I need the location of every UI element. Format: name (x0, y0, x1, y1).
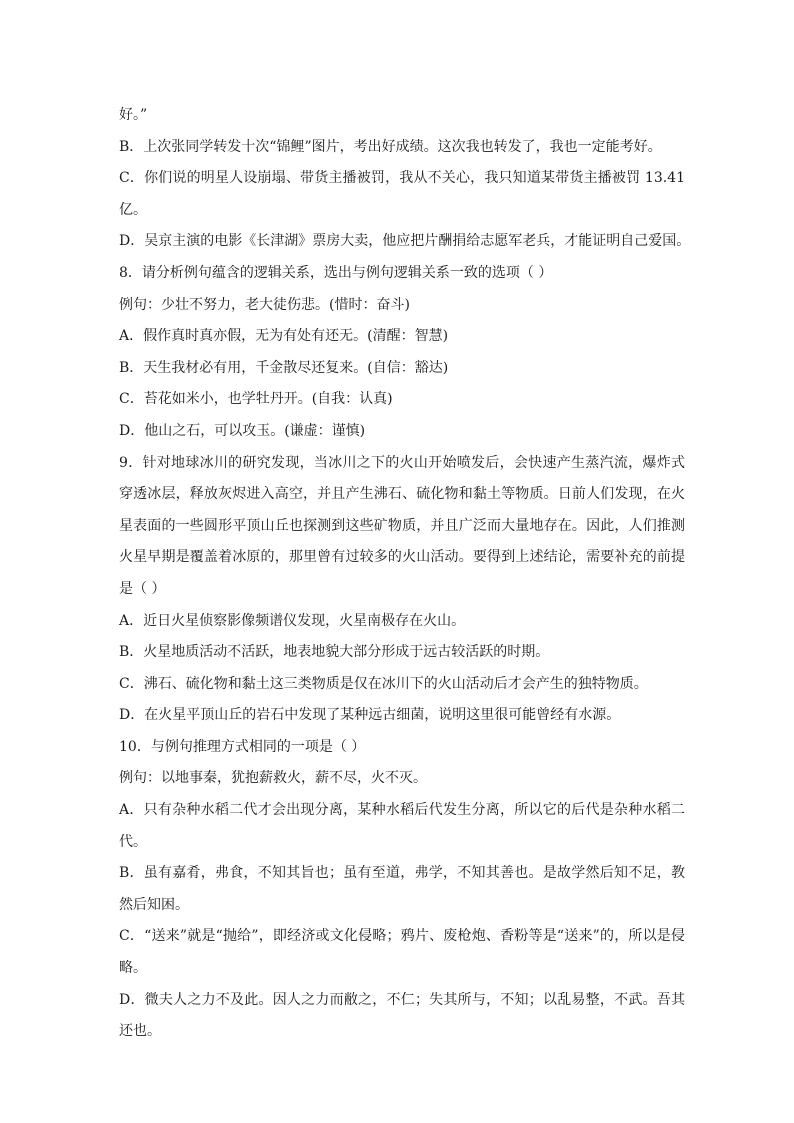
text-line: A．近日火星侦察影像频谱仪发现，火星南极存在火山。 (119, 612, 466, 629)
text-line: B．虽有嘉肴，弗食，不知其旨也；虽有至道，弗学，不知其善也。是故学然后知不足，教 (119, 865, 685, 882)
text-line: 然后知困。 (119, 896, 189, 913)
text-line: C．沸石、硫化物和黏土这三类物质是仅在冰川下的火山活动后才会产生的独特物质。 (119, 675, 648, 692)
text-line: A．只有杂种水稻二代才会出现分离，某种水稻后代发生分离，所以它的后代是杂种水稻二 (119, 802, 685, 819)
text-line: 火星早期是覆盖着冰原的，那里曾有过较多的火山活动。要得到上述结论，需要补充的前提 (119, 549, 685, 566)
text-line: 例句：以地事秦，犹抱薪救火，薪不尽，火不灭。 (119, 770, 427, 787)
text-line: B．天生我材必有用，千金散尽还复来。(自信：豁达) (119, 359, 449, 376)
text-line: C．你们说的明星人设崩塌、带货主播被罚，我从不关心，我只知道某带货主播被罚 13.41 (119, 170, 685, 187)
text-line: C．苔花如米小，也学牡丹开。(自我：认真) (119, 391, 393, 408)
text-line: D．微夫人之力不及此。因人之力而敝之，不仁；失其所与，不知；以乱易整，不武。吾其 (119, 991, 685, 1008)
text-line: 亿。 (119, 201, 147, 218)
text-line: B．上次张同学转发十次“锦鲤”图片，考出好成绩。这次我也转发了，我也一定能考好。 (119, 138, 662, 155)
document-body (119, 100, 691, 1048)
text-line: A．假作真时真亦假，无为有处有还无。(清醒：智慧) (119, 328, 449, 345)
text-line: 10．与例句推理方式相同的一项是（ ） (119, 738, 366, 755)
text-line: 穿透冰层，释放灰烬进入高空，并且产生沸石、硫化物和黏土等物质。日前人们发现，在火 (119, 486, 685, 503)
text-line: D．吴京主演的电影《长津湖》票房大卖，他应把片酬捐给志愿军老兵，才能证明自己爱国。 (119, 233, 691, 250)
text-line: 8．请分析例句蕴含的逻辑关系，选出与例句逻辑关系一致的选项（ ） (119, 264, 553, 281)
text-line: D．在火星平顶山丘的岩石中发现了某种远古细菌，说明这里很可能曾经有水源。 (119, 707, 621, 724)
text-line: 例句：少壮不努力，老大徒伤悲。(惜时：奋斗) (119, 296, 410, 313)
text-line: 还也。 (119, 1023, 161, 1040)
text-line: 略。 (119, 960, 147, 977)
text-line: 代。 (119, 833, 147, 850)
text-line: 9．针对地球冰川的研究发现，当冰川之下的火山开始喷发后，会快速产生蒸汽流，爆炸式 (119, 454, 685, 471)
text-line: B．火星地质活动不活跃，地表地貌大部分形成于远古较活跃的时期。 (119, 644, 550, 661)
text-line: D．他山之石，可以攻玉。(谦虚：谨慎) (119, 422, 366, 439)
text-line: C．“送来”就是“抛给”，即经济或文化侵略；鸦片、废枪炮、香粉等是“送来”的，所以是侵 (119, 928, 685, 945)
text-line: 好。” (119, 107, 148, 123)
text-line: 是（ ） (119, 580, 166, 597)
text-line: 星表面的一些圆形平顶山丘也探测到这些矿物质，并且广泛而大量地存在。因此，人们推测 (119, 517, 685, 534)
